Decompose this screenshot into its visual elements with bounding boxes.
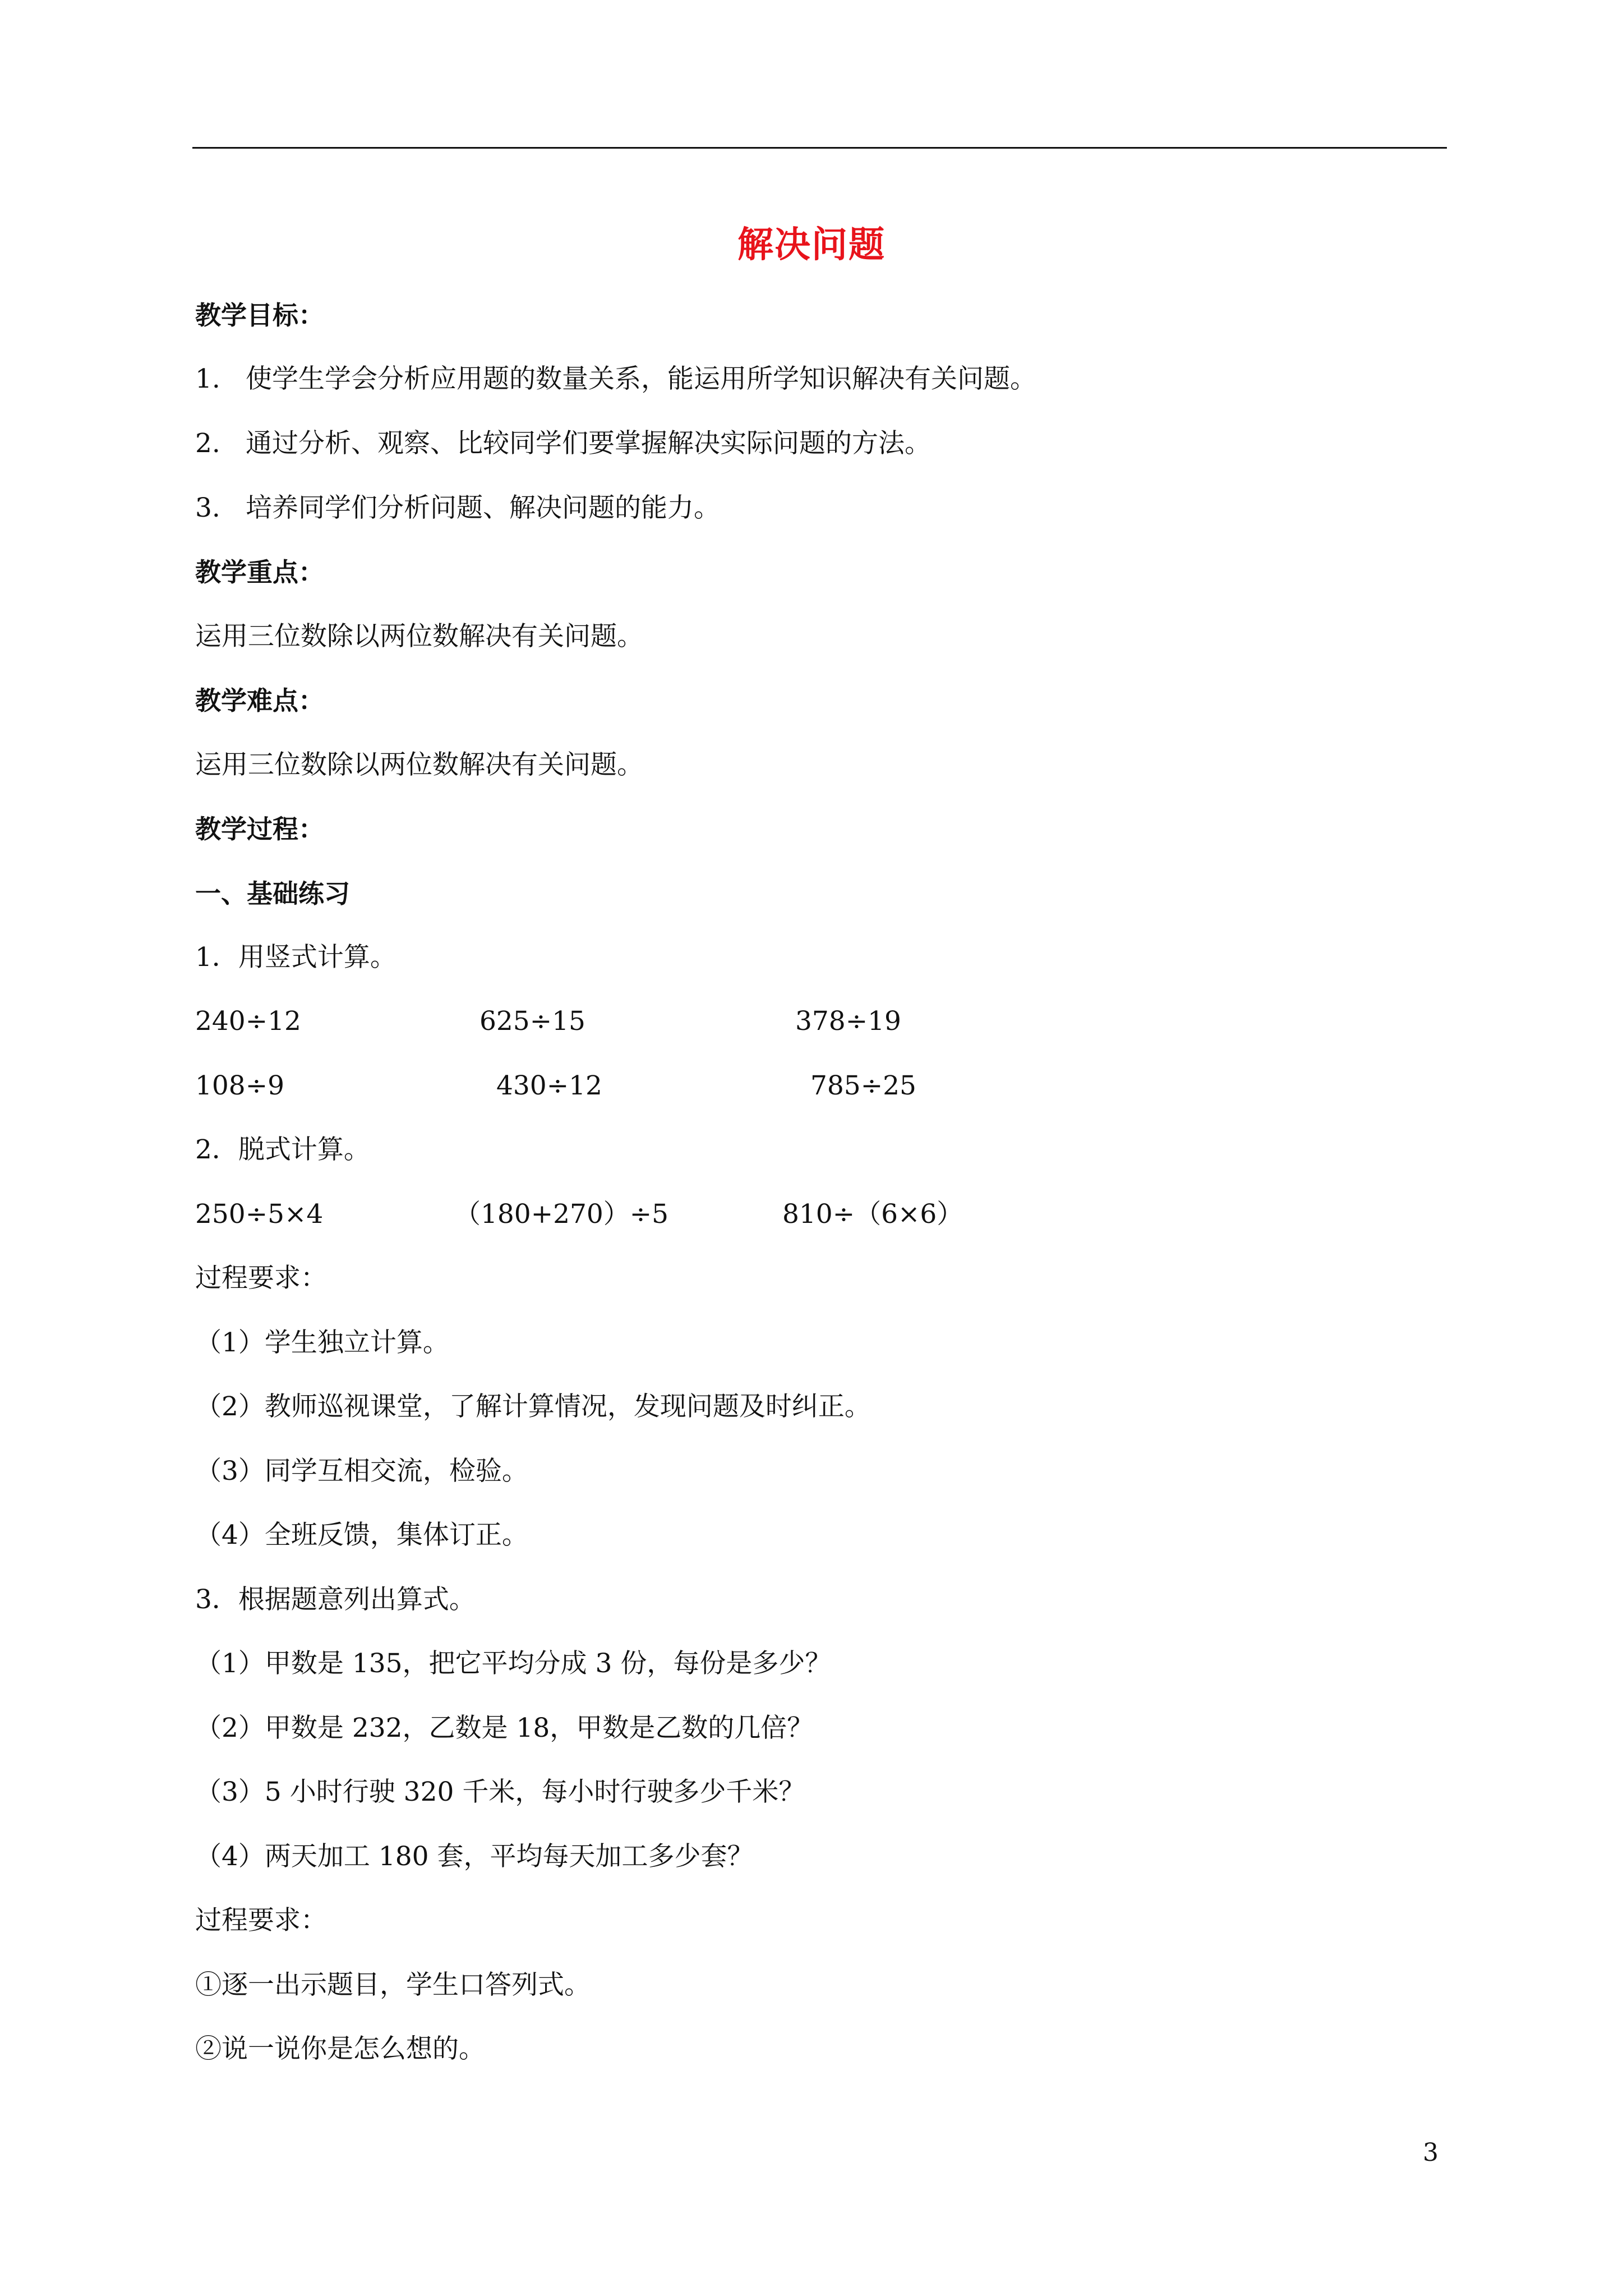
requirement-item: ②说一说你是怎么想的。 [195, 2033, 485, 2064]
requirement-item: ①逐一出示题目，学生口答列式。 [195, 1970, 591, 2000]
exercise-expression: 250÷5×4 [195, 1199, 324, 1230]
objective-number: 3. [195, 493, 220, 523]
key-points-heading: 教学重点： [195, 557, 324, 587]
question-3-item: （4）两天加工 180 套，平均每天加工多少套？ [195, 1841, 754, 1872]
difficulty-heading: 教学难点： [195, 685, 324, 716]
objective-item [195, 362, 1036, 396]
question-3-title: 3．根据题意列出算式。 [195, 1584, 476, 1615]
exercise-expression: 810÷（6×6） [782, 1199, 963, 1230]
page-number: 3 [1423, 2138, 1438, 2167]
difficulty-text: 运用三位数除以两位数解决有关问题。 [195, 749, 643, 780]
requirement-item: （1）学生独立计算。 [195, 1327, 449, 1358]
header-rule [192, 147, 1447, 149]
exercise-expression: 785÷25 [810, 1070, 916, 1101]
exercise-expression: （180+270）÷5 [454, 1199, 669, 1230]
requirement-item: （4）全班反馈，集体订正。 [195, 1520, 528, 1550]
objective-text: 使学生学会分析应用题的数量关系，能运用所学知识解决有关问题。 [246, 364, 1036, 394]
requirement-item: （3）同学互相交流，检验。 [195, 1456, 528, 1487]
process-heading: 教学过程： [195, 814, 324, 844]
question-3-item: （2）甲数是 232，乙数是 18，甲数是乙数的几倍？ [195, 1713, 814, 1743]
objective-item [195, 427, 931, 461]
page-title: 解决问题 [737, 224, 886, 266]
objective-number: 2. [195, 428, 220, 459]
question-1-title: 1．用竖式计算。 [195, 942, 396, 973]
key-points-text: 运用三位数除以两位数解决有关问题。 [195, 621, 643, 652]
objectives-heading: 教学目标： [195, 300, 324, 330]
objective-text: 通过分析、观察、比较同学们要掌握解决实际问题的方法。 [246, 428, 931, 459]
exercise-expression: 240÷12 [195, 1006, 301, 1037]
objective-number: 1. [195, 364, 220, 394]
process-requirements-heading: 过程要求： [195, 1905, 327, 1936]
objective-text: 培养同学们分析问题、解决问题的能力。 [246, 493, 720, 523]
process-requirements-heading: 过程要求： [195, 1263, 327, 1294]
exercise-expression: 108÷9 [195, 1070, 284, 1101]
requirement-item: （2）教师巡视课堂，了解计算情况，发现问题及时纠正。 [195, 1391, 871, 1422]
exercise-expression: 625÷15 [479, 1006, 585, 1037]
objective-item [195, 491, 720, 525]
exercise-expression: 378÷19 [795, 1006, 901, 1037]
section-basic-practice-heading: 一、基础练习 [195, 878, 350, 909]
exercise-expression: 430÷12 [496, 1070, 602, 1101]
question-2-title: 2．脱式计算。 [195, 1134, 370, 1165]
question-3-item: （3）5 小时行驶 320 千米，每小时行驶多少千米？ [195, 1777, 805, 1807]
question-3-item: （1）甲数是 135，把它平均分成 3 份，每份是多少？ [195, 1648, 832, 1679]
